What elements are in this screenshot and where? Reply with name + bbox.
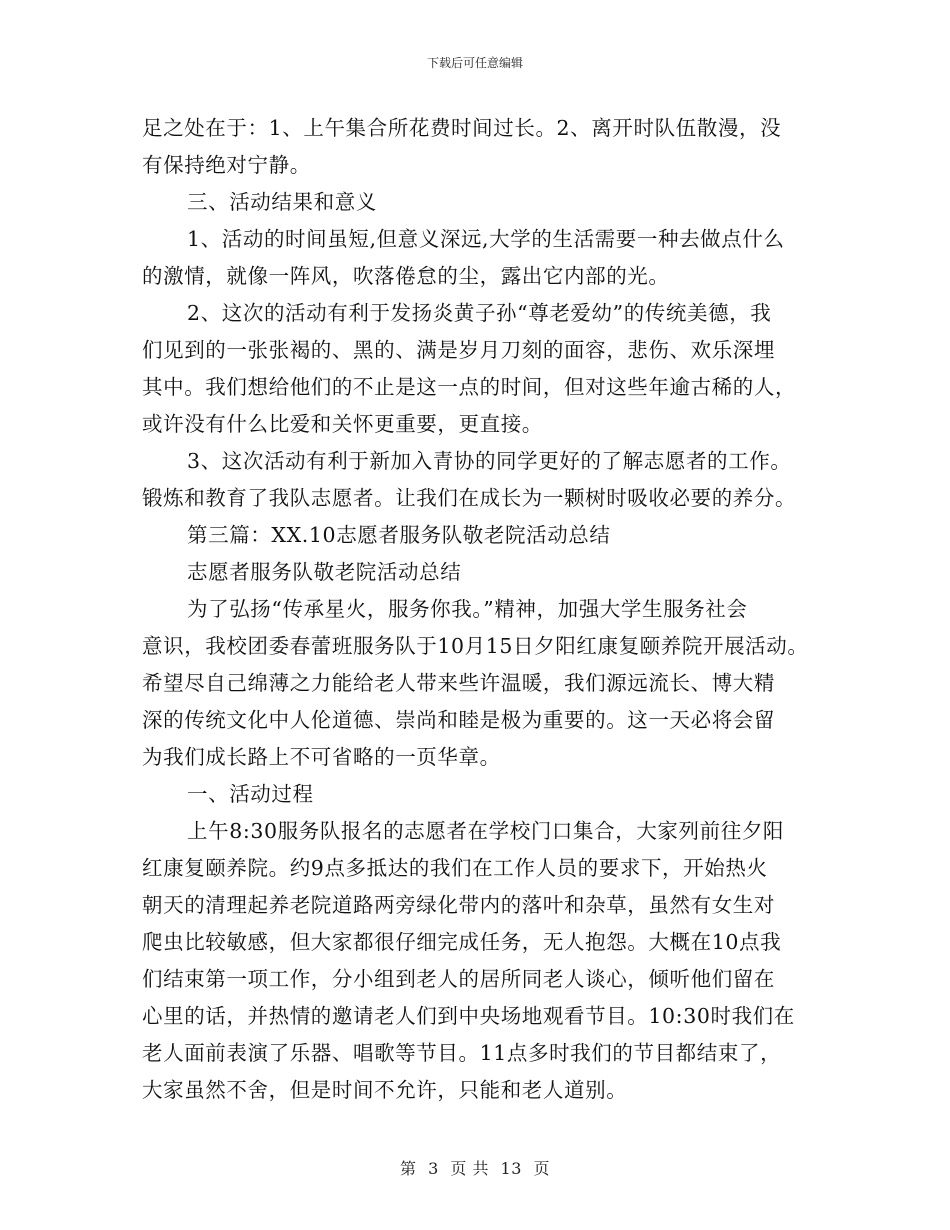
text-line: 心里的话，并热情的邀请老人们到中央场地观看节目。10:30时我们在 bbox=[142, 1004, 795, 1028]
text-line: 红康复颐养院。约9点多抵达的我们在工作人员的要求下，开始热火 bbox=[142, 856, 768, 880]
text-line: 一、活动过程 bbox=[187, 782, 314, 806]
footer-suffix: 页 bbox=[533, 1159, 551, 1178]
text-line: 老人面前表演了乐器、唱歌等节目。11点多时我们的节目都结束了， bbox=[142, 1041, 782, 1065]
page-header: 下载后可任意编辑 bbox=[426, 56, 523, 70]
text-line: 大家虽然不舍，但是时间不允许，只能和老人道别。 bbox=[142, 1078, 628, 1102]
footer-prefix: 第 bbox=[399, 1159, 417, 1178]
text-line: 们结束第一项工作，分小组到老人的居所同老人谈心，倾听他们留在 bbox=[142, 967, 775, 991]
text-line: 三、活动结果和意义 bbox=[187, 190, 377, 214]
text-line: 爬虫比较敏感，但大家都很仔细完成任务，无人抱怨。大概在10点我 bbox=[142, 930, 782, 954]
current-page-number: 3 bbox=[428, 1159, 439, 1178]
text-line: 意识，我校团委春蕾班服务队于10月15日夕阳红康复颐养院开展活动。 bbox=[142, 634, 809, 658]
text-line: 深的传统文化中人伦道德、崇尚和睦是极为重要的。这一天必将会留 bbox=[142, 708, 775, 732]
text-line: 的激情，就像一阵风，吹落倦怠的尘，露出它内部的光。 bbox=[142, 264, 670, 288]
text-line: 1、活动的时间虽短,但意义深远,大学的生活需要一种去做点什么 bbox=[187, 227, 785, 251]
text-line: 为了弘扬“传承星火，服务你我。”精神，加强大学生服务社会 bbox=[187, 597, 748, 621]
text-line: 希望尽自己绵薄之力能给老人带来些许温暖，我们源远流长、博大精 bbox=[142, 671, 775, 695]
text-line: 们见到的一张张褐的、黑的、满是岁月刀刻的面容，悲伤、欢乐深埋 bbox=[142, 338, 775, 362]
text-line: 上午8:30服务队报名的志愿者在学校门口集合，大家列前往夕阳 bbox=[187, 819, 785, 843]
footer-middle: 页 共 bbox=[450, 1159, 489, 1178]
page-footer bbox=[0, 1156, 950, 1179]
text-line: 足之处在于：1、上午集合所花费时间过长。2、离开时队伍散漫，没 bbox=[142, 116, 782, 140]
text-line: 第三篇：XX.10志愿者服务队敬老院活动总结 bbox=[187, 523, 611, 547]
total-page-count: 13 bbox=[500, 1159, 522, 1178]
document-body bbox=[142, 110, 832, 1109]
text-line: 或许没有什么比爱和关怀更重要，更直接。 bbox=[142, 412, 543, 436]
text-line: 3、这次活动有利于新加入青协的同学更好的了解志愿者的工作。 bbox=[187, 449, 792, 473]
text-line: 朝天的清理起养老院道路两旁绿化带内的落叶和杂草，虽然有女生对 bbox=[142, 893, 775, 917]
text-line: 为我们成长路上不可省略的一页华章。 bbox=[142, 745, 501, 769]
text-line: 志愿者服务队敬老院活动总结 bbox=[187, 560, 462, 584]
text-line: 其中。我们想给他们的不止是这一点的时间，但对这些年逾古稀的人， bbox=[142, 375, 797, 399]
text-line: 有保持绝对宁静。 bbox=[142, 153, 311, 177]
text-line: 2、这次的活动有利于发扬炎黄子孙“尊老爱幼”的传统美德，我 bbox=[187, 301, 772, 325]
text-line: 锻炼和教育了我队志愿者。让我们在成长为一颗树时吸收必要的养分。 bbox=[142, 486, 797, 510]
